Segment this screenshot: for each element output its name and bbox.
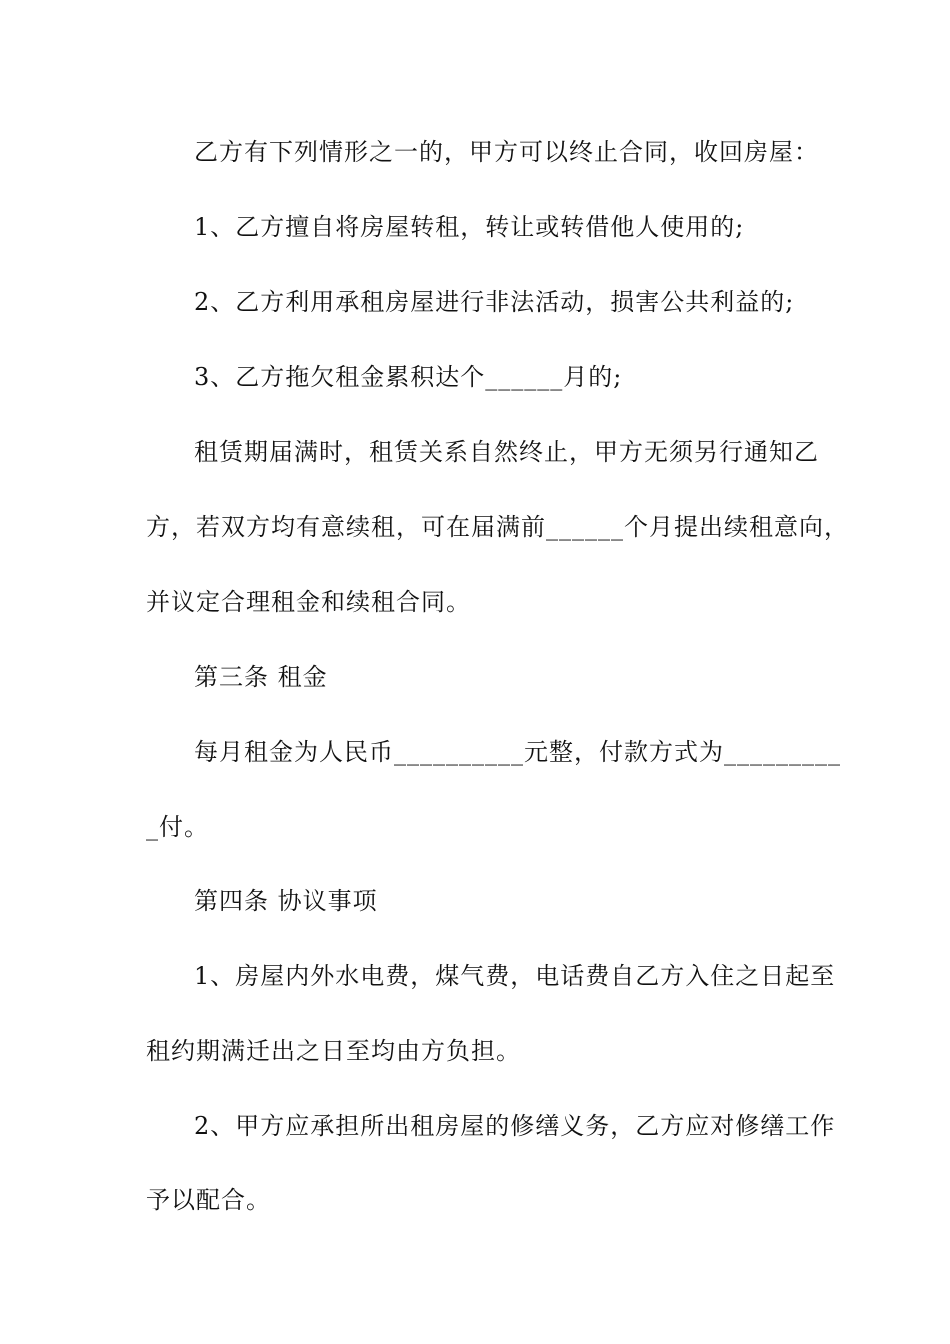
paragraph-lease-expiry-line-3: 并议定合理租金和续租合同。: [146, 588, 471, 616]
agreement-item-1-line-2: 租约期满迁出之日至均由方负担。: [146, 1037, 521, 1065]
paragraph-termination-intro: 乙方有下列情形之一的，甲方可以终止合同，收回房屋：: [194, 138, 819, 166]
paragraph-lease-expiry-line-2: 方，若双方均有意续租，可在届满前______个月提出续租意向，: [146, 513, 849, 541]
agreement-item-1-line-1: 1、房屋内外水电费，煤气费，电话费自乙方入住之日起至: [194, 962, 836, 990]
clause-item-3: 3、乙方拖欠租金累积达个______月的;: [194, 363, 623, 391]
section-heading-rent: 第三条 租金: [194, 663, 328, 691]
agreement-item-2-line-1: 2、甲方应承担所出租房屋的修缮义务，乙方应对修缮工作: [194, 1112, 836, 1140]
paragraph-rent-line-2: _付。: [146, 813, 209, 841]
paragraph-rent-line-1: 每月租金为人民币__________元整，付款方式为_________: [194, 738, 841, 766]
clause-item-2: 2、乙方利用承租房屋进行非法活动，损害公共利益的;: [194, 288, 795, 316]
clause-item-1: 1、乙方擅自将房屋转租，转让或转借他人使用的;: [194, 213, 745, 241]
agreement-item-2-line-2: 予以配合。: [146, 1186, 271, 1214]
paragraph-lease-expiry-line-1: 租赁期届满时，租赁关系自然终止，甲方无须另行通知乙: [194, 438, 819, 466]
section-heading-agreement: 第四条 协议事项: [194, 887, 378, 915]
